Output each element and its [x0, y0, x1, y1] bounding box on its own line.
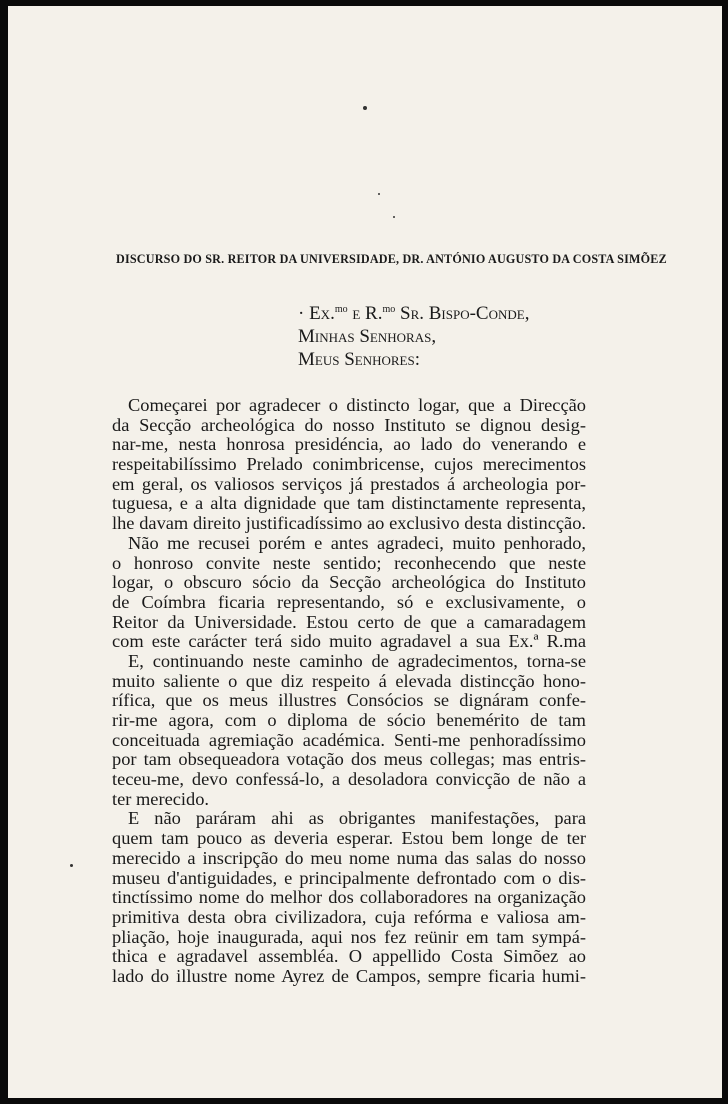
speck-mark: [393, 216, 395, 218]
body-line: com este carácter terá sido muito agradavel a sua Ex.ª R.ma: [112, 631, 586, 652]
body-line: E não paráram ahi as obrigantes manifestações, para: [128, 808, 586, 829]
body-line: da Secção archeológica do nosso Instituto se dignou desig-: [112, 414, 586, 435]
salutation-line-2: Minhas Senhoras,: [298, 326, 437, 347]
body-line: em geral, os valiosos serviços já prestados á archeologia por-: [112, 473, 586, 494]
speech-body: [112, 396, 586, 987]
speck-mark: [70, 864, 73, 867]
body-line: ter merecido.: [112, 788, 210, 809]
body-line: o honroso convite neste sentido; reconhecendo que neste: [112, 552, 586, 573]
body-line: E, continuando neste caminho de agradecimentos, torna-se: [128, 650, 586, 671]
salutation-line-3: Meus Senhores:: [298, 349, 420, 370]
document-page: [8, 6, 722, 1098]
body-line: logar, o obscuro sócio da Secção archeológica do Instituto: [112, 572, 586, 593]
body-line: Não me recusei porém e antes agradeci, muito penhorado,: [128, 532, 586, 553]
body-line: lhe davam direito justificadíssimo ao exclusivo desta distincção.: [112, 513, 586, 534]
body-line: tuguesa, e a alta dignidade que tam distinctamente representa,: [112, 493, 586, 514]
salutation: [298, 302, 529, 371]
body-line: primitiva desta obra civilizadora, cuja refórma e valiosa am-: [112, 906, 586, 927]
body-line: quem tam pouco as deveria esperar. Estou bem longe de ter: [112, 828, 586, 849]
body-line: Reitor da Universidade. Estou certo de que a camaradagem: [112, 611, 586, 632]
salutation-line-1: · Ex.$^{mo}$ e R.$^{mo}$ Sr. Bispo-Conde,: [298, 303, 530, 324]
speck-mark: [378, 193, 380, 195]
body-line: tinctíssimo nome do melhor dos collaboradores na organização: [112, 887, 586, 908]
body-line: nar-me, nesta honrosa presidéncia, ao lado do venerando e: [112, 434, 586, 455]
body-line: teceu-me, devo confessá-lo, a desoladora convicção de não a: [112, 769, 586, 790]
body-line: muito saliente o que diz respeito á elevada distincção hono-: [112, 670, 586, 691]
speech-heading: DISCURSO DO SR. REITOR DA UNIVERSIDADE, DR. ANTÓNIO AUGUSTO DA COSTA SIMÕEZ: [116, 252, 667, 266]
body-line: pliação, hoje inaugurada, aqui nos fez reünir em tam sympá-: [112, 926, 586, 947]
body-line: de Coímbra ficaria representando, só e exclusivamente, o: [112, 591, 586, 612]
body-line: museu d'antiguidades, e principalmente defrontado com o dis-: [112, 867, 586, 888]
body-line: thica e agradavel assembléa. O appellido Costa Simõez ao: [112, 946, 586, 967]
body-line: rir-me agora, com o diploma de sócio benemérito de tam: [112, 710, 586, 730]
body-line: rífica, que os meus illustres Consócios se dignáram confe-: [112, 690, 586, 711]
body-line: conceituada agremiação académica. Senti-me penhoradíssimo: [112, 729, 586, 750]
body-line: merecido a inscripção do meu nome numa das salas do nosso: [112, 847, 586, 868]
body-line: por tam obsequeadora votação dos meus collegas; mas entris-: [112, 749, 586, 770]
body-line: respeitabilíssimo Prelado conimbricense, cujos merecimentos: [112, 454, 586, 475]
speck-mark: [363, 106, 367, 110]
body-line: Começarei por agradecer o distincto logar, que a Direcção: [128, 395, 586, 415]
body-line: lado do illustre nome Ayrez de Campos, sempre ficaria humi-: [112, 965, 586, 986]
